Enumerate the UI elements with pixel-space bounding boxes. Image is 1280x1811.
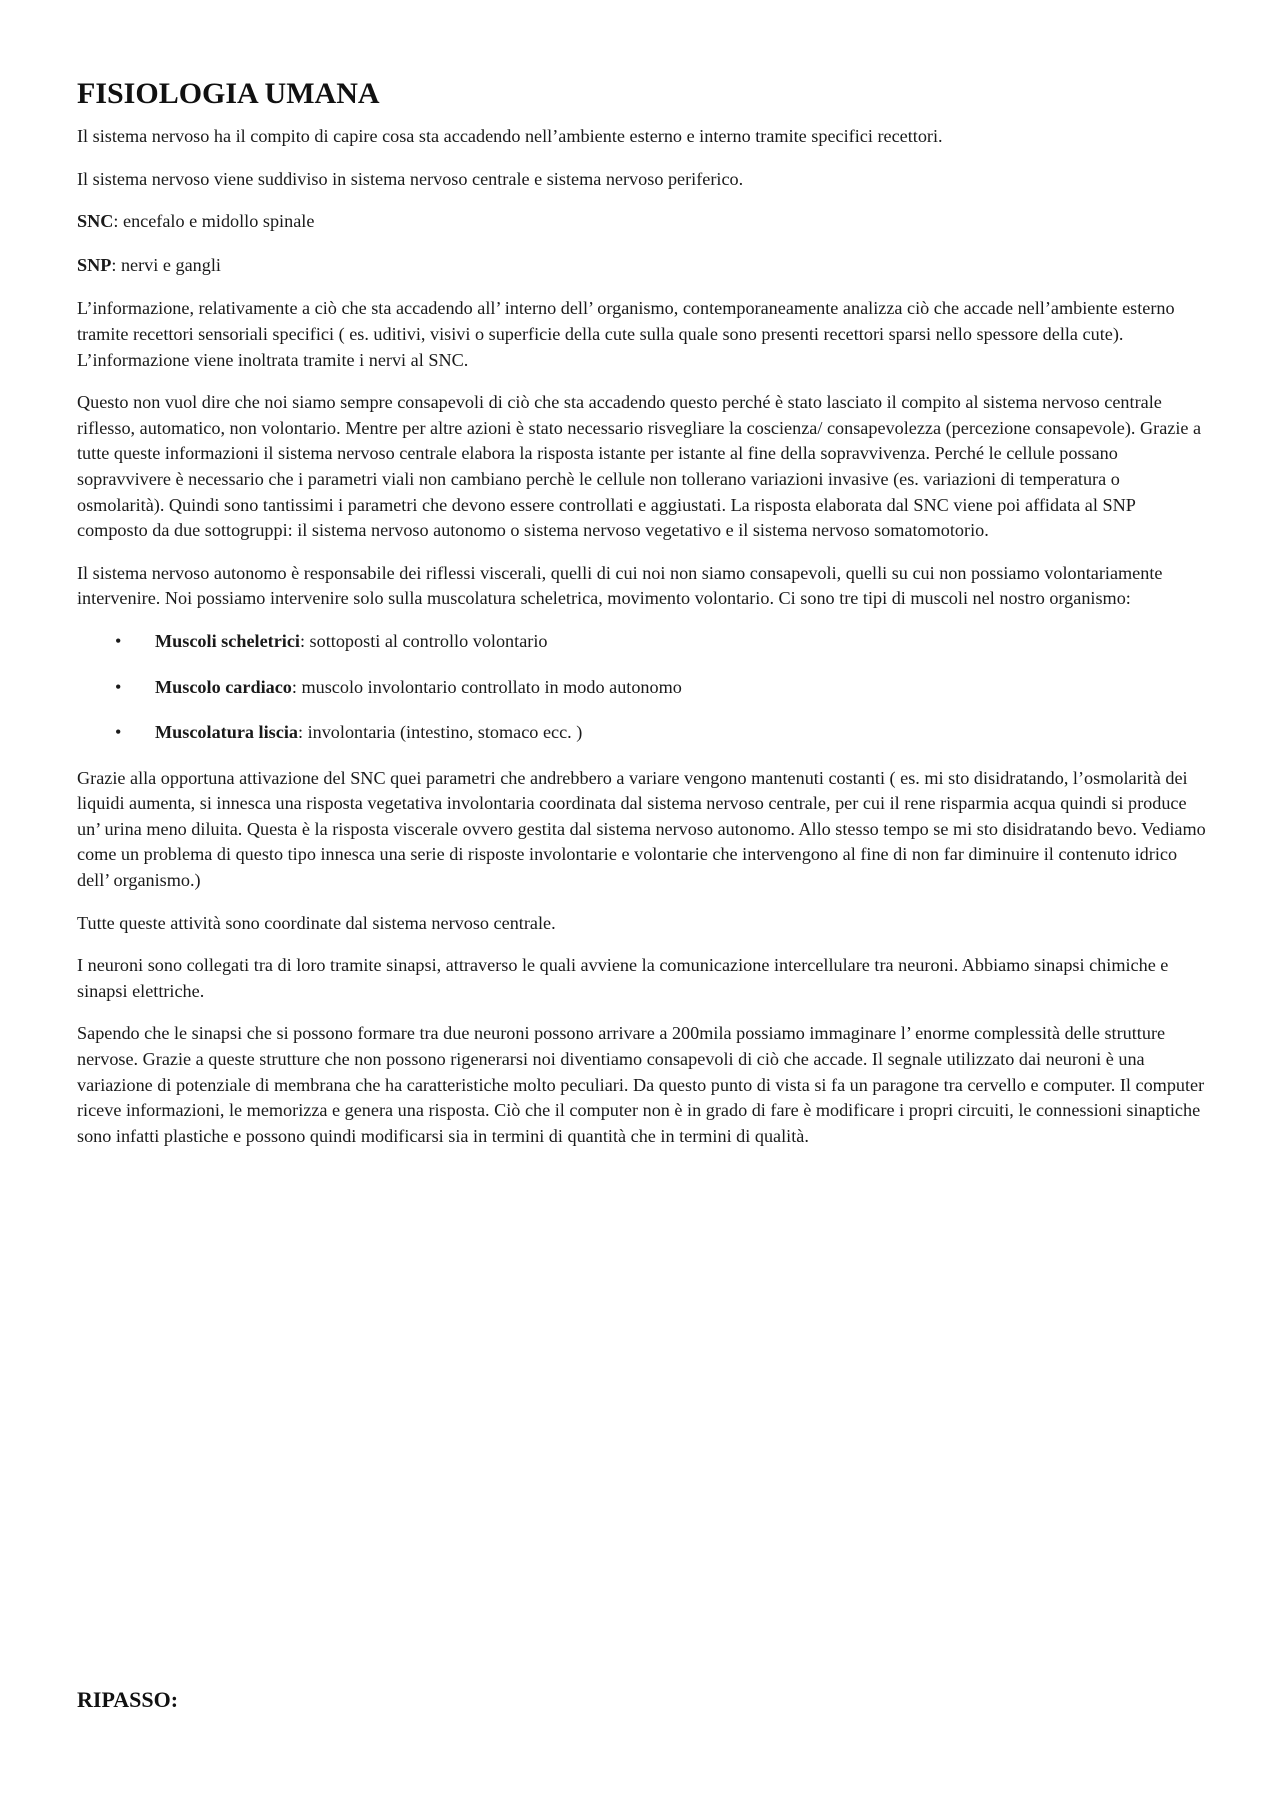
paragraph-homeostasis: Grazie alla opportuna attivazione del SNC quei parametri che andrebbero a variare vengono mantenuti costanti ( es. mi sto disidratando, l’osmolarità dei liquidi aumenta, si innesca una risposta vegetativa involontaria coordinata dal sistema nervoso centrale, per cui il rene risparmia acqua quindi si produce un’ urina meno diluita. Questa è la risposta viscerale ovvero gestita dal sistema nervoso autonomo. Allo stesso tempo se mi sto disidratando bevo. Vediamo come un problema di questo tipo innesca una serie di risposte involontarie e volontarie che intervengono al fine di non far diminuire il contenuto idrico dell’ organismo.) bbox=[77, 767, 1206, 891]
definition-snc-label: SNC bbox=[77, 211, 114, 232]
definition-snc bbox=[77, 209, 1209, 235]
paragraph-information: L’informazione, relativamente a ciò che sta accadendo all’ interno dell’ organismo, contemporaneamente analizza ciò che accade nell’ambiente esterno tramite recettori sensoriali specifici ( es. uditivi, visivi o superficie della cute sulla quale sono presenti recettori sparsi nello spessore della cute). L’informazione viene inoltrata tramite i nervi al SNC. bbox=[77, 298, 1175, 370]
list-item-label: Muscoli scheletrici bbox=[155, 630, 300, 651]
definition-snp-text: : nervi e gangli bbox=[111, 254, 221, 275]
paragraph-coordination: Tutte queste attività sono coordinate dal sistema nervoso centrale. bbox=[77, 912, 556, 933]
document-page bbox=[77, 74, 1209, 1166]
document-title: FISIOLOGIA UMANA bbox=[77, 77, 380, 110]
muscle-types-list bbox=[77, 629, 1209, 746]
bullet-icon: • bbox=[115, 722, 122, 743]
definition-snp bbox=[77, 253, 1209, 279]
list-item bbox=[77, 629, 1209, 655]
bullet-icon: • bbox=[115, 630, 122, 651]
paragraph-autonomic: Il sistema nervoso autonomo è responsabile dei riflessi viscerali, quelli di cui noi non siamo consapevoli, quelli su cui non possiamo volontariamente intervenire. Noi possiamo intervenire solo sulla muscolatura scheletrica, movimento volontario. Ci sono tre tipi di muscoli nel nostro organismo: bbox=[77, 562, 1163, 609]
paragraph-consciousness: Questo non vuol dire che noi siamo sempre consapevoli di ciò che sta accadendo questo perché è stato lasciato il compito al sistema nervoso centrale riflesso, automatico, non volontario. Mentre per altre azioni è stato necessario risvegliare la coscienza/ consapevolezza (percezione consapevole). Grazie a tutte queste informazioni il sistema nervoso centrale elabora la risposta istante per istante al fine della sopravvivenza. Perché le cellule possano sopravvivere è necessario che i parametri viali non cambiano perchè le cellule non tollerano variazioni invasive (es. variazioni di temperatura o osmolarità). Quindi sono tantissimi i parametri che devono essere controllati e aggiustati. La risposta elaborata dal SNC viene poi affidata al SNP composto da due sottogruppi: il sistema nervoso autonomo o sistema nervoso vegetativo e il sistema nervoso somatomotorio. bbox=[77, 392, 1202, 541]
paragraph-division: Il sistema nervoso viene suddiviso in sistema nervoso centrale e sistema nervoso periferico. bbox=[77, 168, 744, 189]
list-item-label: Muscolo cardiaco bbox=[155, 676, 292, 697]
list-item-text: : muscolo involontario controllato in modo autonomo bbox=[291, 676, 682, 697]
section-heading-ripasso: RIPASSO: bbox=[77, 1687, 179, 1712]
paragraph-plasticity: Sapendo che le sinapsi che si possono formare tra due neuroni possono arrivare a 200mila possiamo immaginare l’ enorme complessità delle strutture nervose. Grazie a queste strutture che non possono rigenerarsi noi diventiamo consapevoli di ciò che accade. Il segnale utilizzato dai neuroni è una variazione di potenziale di membrana che ha caratteristiche molto peculiari. Da questo punto di vista si fa un paragone tra cervello e computer. Il computer riceve informazioni, le memorizza e genera una risposta. Ciò che il computer non è in grado di fare è modificare i propri circuiti, le connessioni sinaptiche sono infatti plastiche e possono quindi modificarsi sia in termini di quantità che in termini di qualità. bbox=[77, 1023, 1205, 1146]
bullet-icon: • bbox=[115, 676, 122, 697]
definition-snc-text: : encefalo e midollo spinale bbox=[113, 211, 315, 232]
list-item-label: Muscolatura liscia bbox=[155, 722, 298, 743]
list-item-text: : involontaria (intestino, stomaco ecc. ) bbox=[297, 722, 583, 743]
list-item bbox=[77, 675, 1209, 701]
list-item-text: : sottoposti al controllo volontario bbox=[299, 630, 548, 651]
paragraph-intro: Il sistema nervoso ha il compito di capire cosa sta accadendo nell’ambiente esterno e interno tramite specifici recettori. bbox=[77, 126, 943, 146]
paragraph-synapses: I neuroni sono collegati tra di loro tramite sinapsi, attraverso le quali avviene la comunicazione intercellulare tra neuroni. Abbiamo sinapsi chimiche e sinapsi elettriche. bbox=[77, 955, 1169, 1001]
definition-snp-label: SNP bbox=[77, 254, 112, 275]
list-item bbox=[77, 720, 1209, 746]
